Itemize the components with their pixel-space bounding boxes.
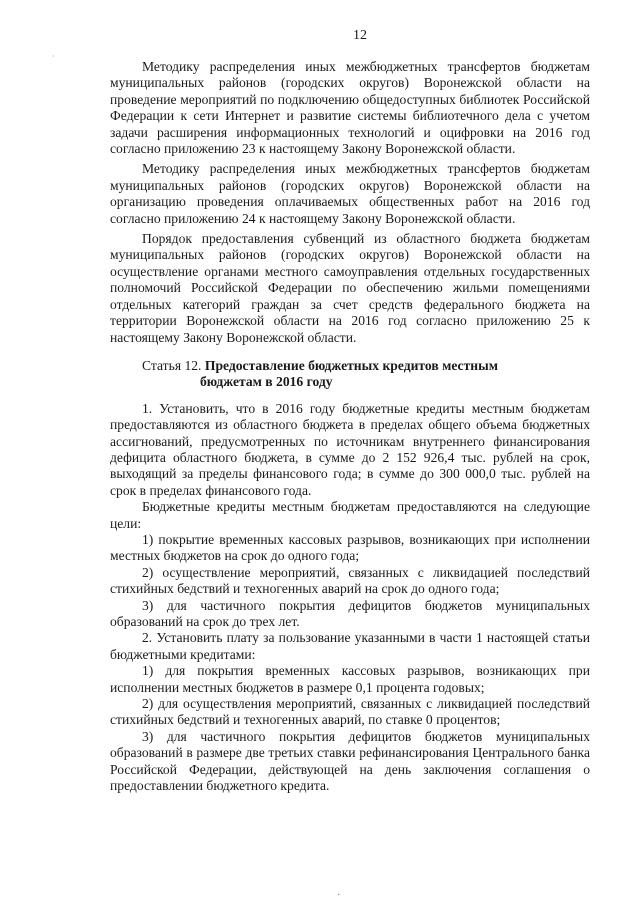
paragraph: 1) для покрытия временных кассовых разрывов, возникающих при исполнении местных бюджетов в размере 0,1 процента годовых;: [110, 663, 590, 695]
paragraph: Методику распределения иных межбюджетных трансфертов бюджетам муниципальных районов (городских округов) Воронежской области на организацию проведения оплачиваемых общественных работ на 2016 год согласно приложению 24 к настоящему Закону Воронежской области.: [110, 161, 590, 226]
paragraph: 3) для частичного покрытия дефицитов бюджетов муниципальных образований на срок до трех лет.: [110, 597, 590, 629]
scan-dot: ·: [337, 890, 341, 901]
paragraphs-before: [110, 59, 590, 346]
article-label: Статья 12.: [142, 357, 202, 373]
paragraph: 1. Установить, что в 2016 году бюджетные кредиты местным бюджетам предоставляются из областного бюджета в пределах общего объема бюджетных ассигнований, предусмотренных по источникам внутреннего финансирования дефицита областного бюджета, в сумме до 2 152 926,4 тыс. рублей на срок, выходящий за пределы финансового года; в сумме до 300 000,0 тыс. рублей на срок в пределах финансового года.: [110, 400, 590, 498]
paragraph: Бюджетные кредиты местным бюджетам предоставляются на следующие цели:: [110, 499, 590, 531]
page-number: 12: [353, 28, 367, 43]
paragraph: Методику распределения иных межбюджетных трансфертов бюджетам муниципальных районов (городских округов) Воронежской области на проведение мероприятий по подключению общедоступных библиотек Российской Федерации к сети Интернет и развитие системы библиотечного дела с учетом задачи расширения информационных технологий и оцифровки на 2016 год согласно приложению 23 к настоящему Закону Воронежской области.: [110, 59, 590, 157]
article-title-line2: бюджетам в 2016 году: [200, 374, 333, 390]
paragraph: 1) покрытие временных кассовых разрывов, возникающих при исполнении местных бюджетов на срок до одного года;: [110, 531, 590, 564]
paragraph: 2) для осуществления мероприятий, связанных с ликвидацией последствий стихийных бедствий и техногенных аварий, по ставке 0 процентов;: [110, 696, 590, 728]
article-heading: [110, 358, 590, 391]
paragraph: 2) осуществление мероприятий, связанных с ликвидацией последствий стихийных бедствий и техногенных аварий на срок до одного года;: [110, 564, 590, 597]
scan-speck: ·: [52, 52, 55, 61]
paragraph: Порядок предоставления субвенций из областного бюджета бюджетам муниципальных районов (городских округов) Воронежской области на осуществление органами местного самоуправления отдельных государственных полномочий Российской Федерации по обеспечению жильми помещениями отдельных категорий граждан за счет средств федерального бюджета на территории Воронежской области на 2016 год согласно приложению 25 к настоящему Закону Воронежской области.: [110, 231, 590, 345]
paragraph: 2. Установить плату за пользование указанными в части 1 настоящей статьи бюджетными кредитами:: [110, 630, 590, 662]
paragraph: 3) для частичного покрытия дефицитов бюджетов муниципальных образований в размере две третьих ставки рефинансирования Центрального банка Российской Федерации, действующей на день заключения соглашения о предоставлении бюджетного кредита.: [110, 728, 590, 794]
article-title-line1: Предоставление бюджетных кредитов местным: [204, 357, 498, 373]
paragraphs-after: [110, 401, 590, 795]
